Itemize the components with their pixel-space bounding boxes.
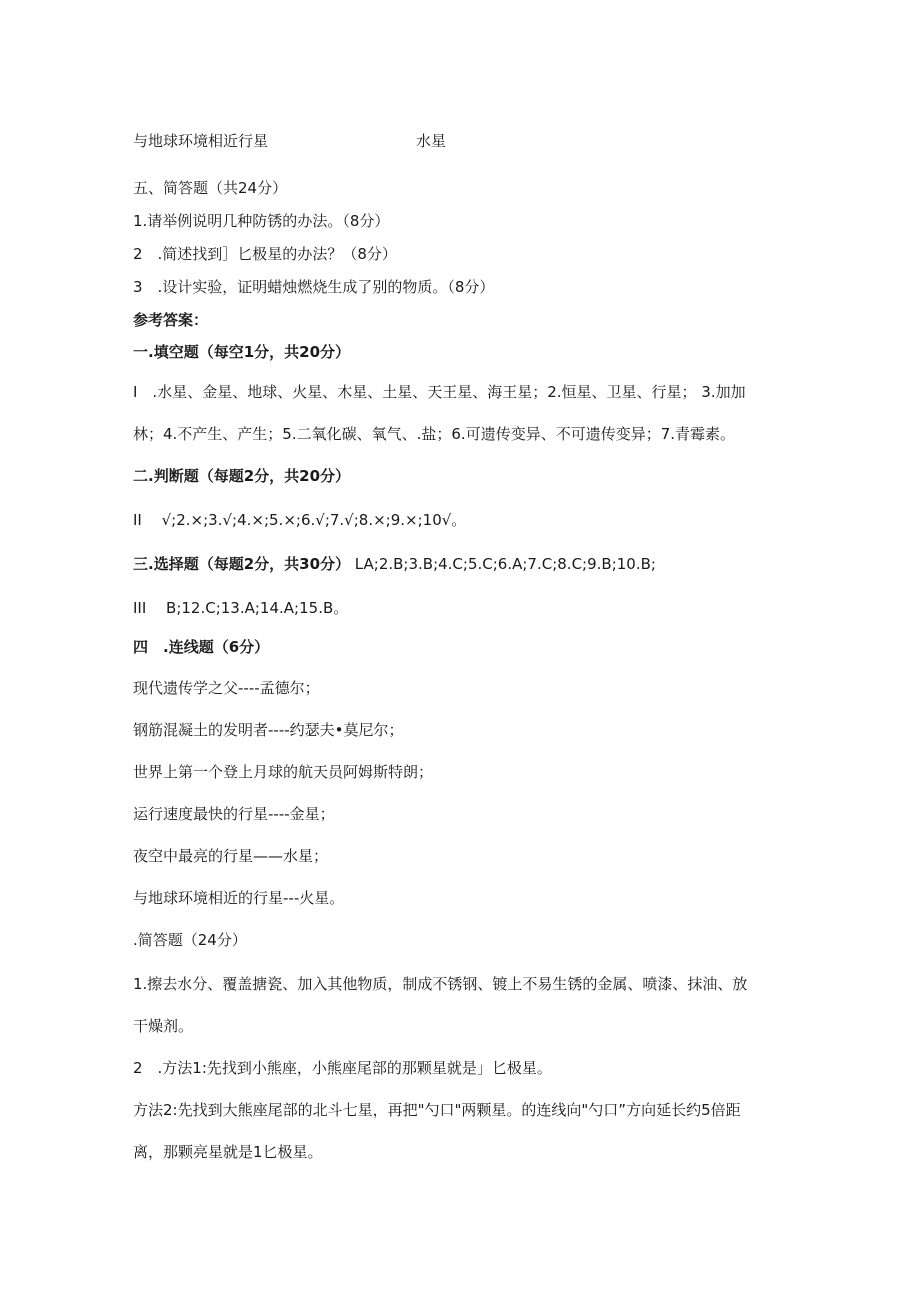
short-answer-1-line-1: 1.擦去水分、覆盖搪瓷、加入其他物质，制成不锈钢、镀上不易生锈的金属、喷漆、抹油、放 (133, 975, 748, 993)
answer-section-short-answer: .简答题（24分） (133, 931, 247, 949)
matching-answer-5: 夜空中最亮的行星——水星； (133, 847, 329, 865)
matching-answer-2: 钢筋混凝土的发明者----约瑟夫•莫尼尔； (133, 721, 404, 739)
matching-answer-1: 现代遗传学之父----孟德尔； (133, 679, 320, 697)
answer-section-fill-in: 一.填空题（每空1分，共20分） (133, 343, 351, 361)
answer-multiple-choice-line-2: III B;12.C;13.A;14.A;15.B。 (133, 599, 349, 617)
short-answer-1-line-2: 干燥剂。 (133, 1017, 194, 1035)
answer-multiple-choice-line-1 (133, 554, 656, 574)
answer-true-false-line: II √;2.×;3.√;4.×;5.×;6.√;7.√;8.×;9.×;10√。 (133, 511, 467, 529)
short-answer-2-method-2-line-2: 离，那颗亮星就是1匕极星。 (133, 1143, 323, 1161)
matching-answer-4: 运行速度最快的行星----金星； (133, 805, 335, 823)
answer-fill-in-line-2: 林；4.不产生、产生；5.二氧化碳、氧气、.盐；6.可遗传变异、不可遗传变异；7.青霉素。 (133, 425, 736, 443)
short-answer-2-method-2-line-1: 方法2:先找到大熊座尾部的北斗七星，再把"勺口"两颗星。的连线向"勺口”方向延长约5倍距 (133, 1101, 741, 1119)
answer-section-multiple-choice: 三.选择题（每题2分，共30分） (133, 555, 351, 573)
answer-fill-in-line-1: I .水星、金星、地球、火星、木星、土星、天王星、海王星；2.恒星、卫星、行星； 3.加加 (133, 383, 746, 401)
answer-section-true-false: 二.判断题（每题2分，共20分） (133, 467, 351, 485)
matching-answer-3: 世界上第一个登上月球的航天员阿姆斯特朗； (133, 763, 434, 781)
question-1: 1.请举例说明几种防锈的办法。（8分） (133, 212, 390, 230)
answer-key-title: 参考答案： (133, 311, 209, 329)
answer-multiple-choice-values: LA;2.B;3.B;4.C;5.C;6.A;7.C;8.C;9.B;10.B; (354, 555, 656, 573)
matching-item-mercury: 水星 (416, 132, 447, 150)
question-2: 2 .简述找到］匕极星的办法？（8分） (133, 245, 397, 263)
matching-answer-6: 与地球环境相近的行星---火星。 (133, 889, 345, 907)
short-answer-2-method-1: 2 .方法1:先找到小熊座，小熊座尾部的那颗星就是」匕极星。 (133, 1059, 552, 1077)
matching-item-earth-like-planet: 与地球环境相近行星 (133, 132, 269, 150)
answer-section-matching: 四 .连线题（6分） (133, 638, 270, 656)
question-3: 3 .设计实验，证明蜡烛燃烧生成了别的物质。（8分） (133, 278, 495, 296)
section-short-answer-heading: 五、简答题（共24分） (133, 179, 288, 197)
